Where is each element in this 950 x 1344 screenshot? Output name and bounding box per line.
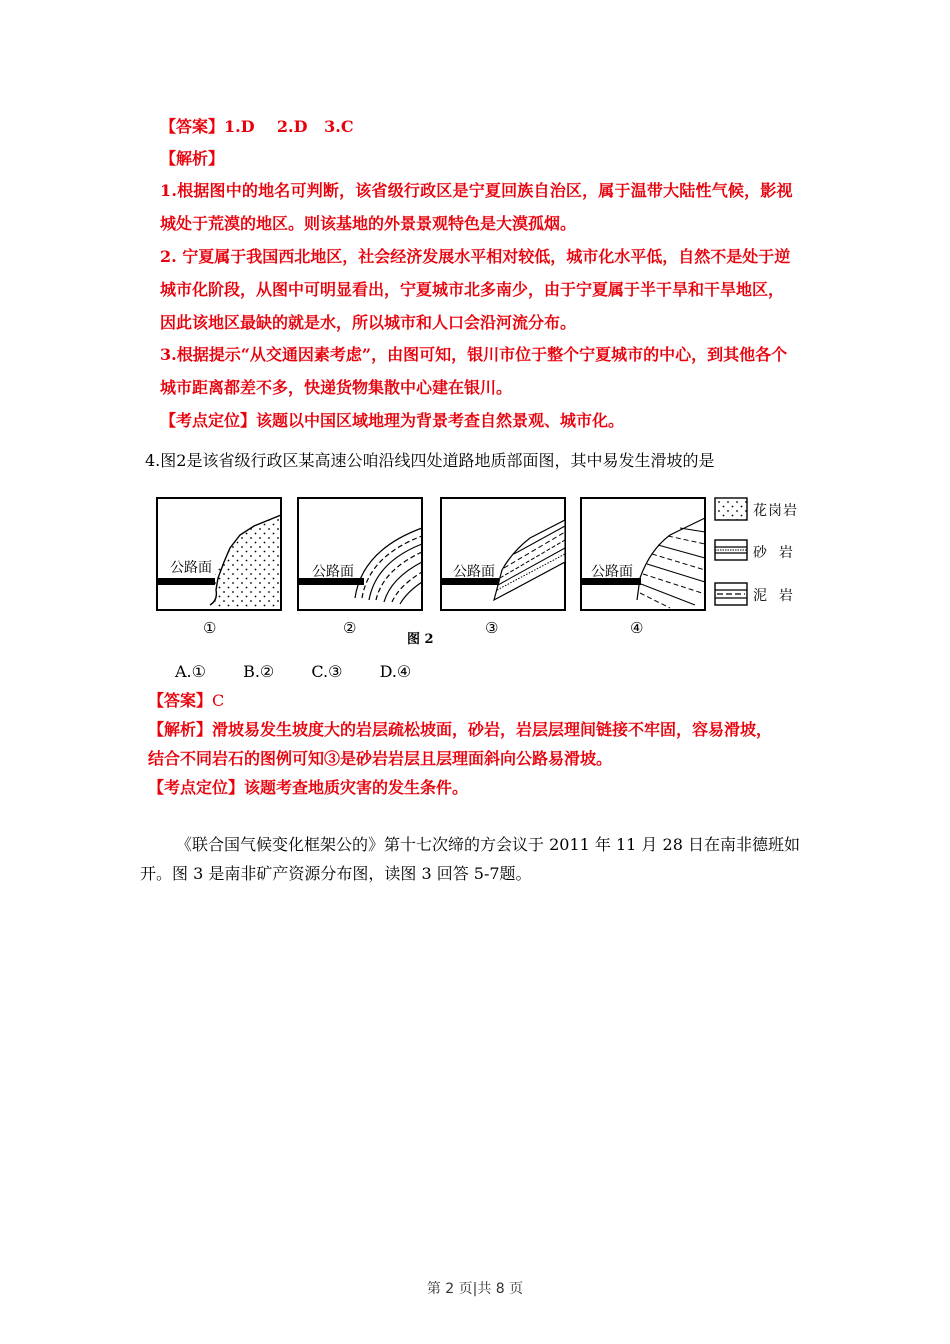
svg-text:公路面: 公路面 xyxy=(453,564,495,580)
analysis-heading: 【解析】 xyxy=(160,149,225,168)
panel-label-3: ③ xyxy=(485,619,499,637)
intro-line2: 开。图 3 是南非矿产资源分布图，读图 3 回答 5-7题。 xyxy=(140,864,532,883)
q4-analysis-line1 xyxy=(148,719,772,741)
legend-label-granite: 花岗岩 xyxy=(753,503,798,519)
answer-value: 1.D 2.D 3.C xyxy=(224,117,354,136)
analysis-para2-line2: 城市化阶段，从图中可明显看出，宁夏城市北多南少，由于宁夏属于半干旱和干旱地区， xyxy=(160,280,785,299)
section-panel-4 xyxy=(581,498,705,610)
intro-line1: 《联合国气候变化框架公的》第十七次缔的方会议于 2011 年 11 月 28 日在南非德班如 xyxy=(176,835,800,854)
option-b: B.② xyxy=(243,662,275,681)
q4-answer-tag: 【答案】 xyxy=(148,691,213,710)
q4-key-point-text: 该题考查地质灾害的发生条件。 xyxy=(244,778,469,797)
svg-text:公路面: 公路面 xyxy=(312,564,354,580)
section-panel-1 xyxy=(157,498,281,610)
question-4-stem: 4.图2是该省级行政区某高速公咱沿线四处道路地质部面图，其中易发生滑坡的是 xyxy=(145,451,715,470)
answer-tag: 【答案】 xyxy=(160,117,225,136)
panel-label-2: ② xyxy=(343,619,357,637)
q4-answer-line xyxy=(148,690,224,712)
option-d: D.④ xyxy=(379,662,412,681)
q4-analysis-line2: 结合不同岩石的图例可知③是砂岩岩层且层理面斜向公路易滑坡。 xyxy=(148,749,613,768)
analysis-para1-line1: 1.根据图中的地名可判断，该省级行政区是宁夏回族自治区，属于温带大陆性气候，影视 xyxy=(160,181,793,200)
panel-label-4: ④ xyxy=(630,619,644,637)
q4-analysis-text1: 滑坡易发生坡度大的岩层疏松坡面，砂岩，岩层层理间链接不牢固，容易滑坡， xyxy=(212,720,773,739)
key-point-line xyxy=(160,410,624,432)
analysis-para3-line2: 城市距离都差不多，快递货物集散中心建在银川。 xyxy=(160,378,513,397)
analysis-para1-line2: 城处于荒漠的地区。则该基地的外景景观特色是大漠孤烟。 xyxy=(160,214,577,233)
answer-line xyxy=(160,116,354,138)
key-point-text: 该题以中国区域地理为背景考查自然景观、城市化。 xyxy=(256,411,625,430)
key-point-tag: 【考点定位】 xyxy=(160,411,257,430)
svg-text:公路面: 公路面 xyxy=(170,560,212,576)
analysis-para2-line3: 因此该地区最缺的就是水，所以城市和人口会沿河流分布。 xyxy=(160,313,577,332)
legend-label-sandstone: 砂 岩 xyxy=(753,545,794,561)
q4-key-point-tag: 【考点定位】 xyxy=(148,778,245,797)
q4-answer-value: C xyxy=(212,691,225,710)
section-panel-2 xyxy=(298,498,422,610)
page-footer: 第 2 页|共 8 页 xyxy=(426,1281,524,1297)
legend-sandstone-swatch xyxy=(715,540,747,560)
svg-text:公路面: 公路面 xyxy=(591,564,633,580)
legend-granite-swatch xyxy=(715,498,747,520)
figure-2-title: 图 2 xyxy=(407,632,434,647)
legend-mudstone-swatch xyxy=(715,583,747,605)
q4-analysis-tag: 【解析】 xyxy=(148,720,213,739)
option-c: C.③ xyxy=(311,662,343,681)
analysis-para3-line1: 3.根据提示“从交通因素考虑”，由图可知，银川市位于整个宁夏城市的中心，到其他各个 xyxy=(160,345,788,364)
q4-key-point-line xyxy=(148,777,468,799)
analysis-para2-line1: 2. 宁夏属于我国西北地区，社会经济发展水平相对较低，城市化水平低，自然不是处于逆 xyxy=(160,247,791,266)
answer-options xyxy=(175,661,443,683)
legend-label-mudstone: 泥 岩 xyxy=(753,588,794,604)
section-panel-3 xyxy=(441,498,565,610)
panel-label-1: ① xyxy=(203,619,217,637)
option-a: A.① xyxy=(175,662,206,681)
